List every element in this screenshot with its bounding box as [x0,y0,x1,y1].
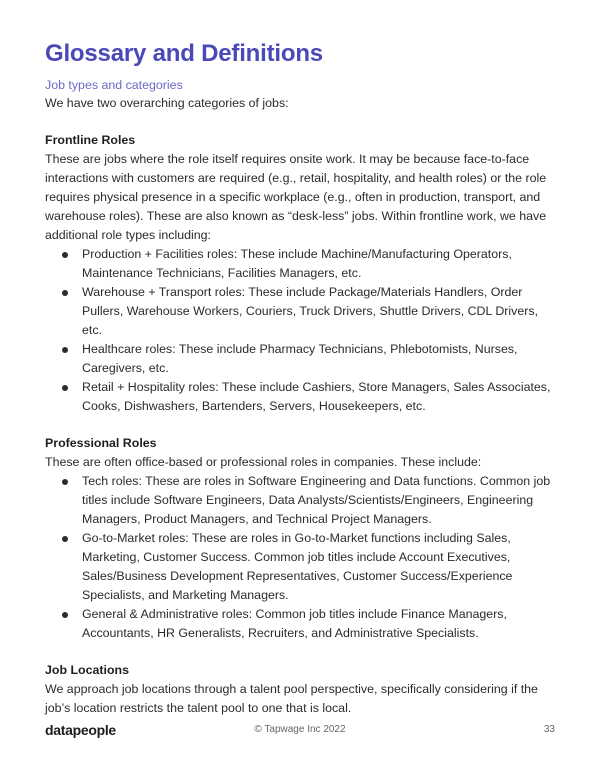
list-item: Healthcare roles: These include Pharmacy Technicians, Phlebotomists, Nurses, Caregivers, etc. [45,340,560,378]
professional-role-list [45,472,560,643]
bullet-icon [62,290,68,296]
list-item: Tech roles: These are roles in Software Engineering and Data functions. Common job titles include Software Engineers, Data Analysts/Scientists/Engineers, Engineering Managers, Product Managers, and Technical Project Managers. [45,472,560,529]
bullet-icon [62,479,68,485]
datapeople-logo: datapeople [45,722,116,738]
locations-description: We approach job locations through a talent pool perspective, specifically considering if the job’s location restricts the talent pool to one that is local. [45,682,538,715]
frontline-role-list [45,245,560,416]
bullet-icon [62,347,68,353]
copyright-text: © Tapwage Inc 2022 [254,724,346,735]
frontline-heading: Frontline Roles [45,133,136,147]
professional-section [45,434,560,643]
list-item: Go-to-Market roles: These are roles in Go-to-Market functions including Sales, Marketing, Customer Success. Common job titles include Account Executives, Sales/Business Development Representatives, Customer Success/Experience Specialists, and Marketing Managers. [45,529,560,605]
professional-description: These are often office-based or professional roles in companies. These include: [45,455,482,469]
professional-heading: Professional Roles [45,436,157,450]
document-page [45,38,560,718]
locations-section [45,661,560,718]
frontline-section [45,131,560,416]
list-item: Retail + Hospitality roles: These include Cashiers, Store Managers, Sales Associates, Cooks, Dishwashers, Bartenders, Servers, Housekeepers, etc. [45,378,560,416]
intro-paragraph: We have two overarching categories of jobs: [45,96,289,110]
page-subtitle: Job types and categories [45,78,183,92]
page-title: Glossary and Definitions [45,40,323,67]
list-item: Production + Facilities roles: These include Machine/Manufacturing Operators, Maintenance Technicians, Facilities Managers, etc. [45,245,560,283]
bullet-icon [62,536,68,542]
bullet-icon [62,385,68,391]
frontline-description: These are jobs where the role itself requires onsite work. It may be because face-to-face interactions with customers are required (e.g., retail, hospitality, and health roles) or the role requires physical presence in a specific workplace (e.g., often in production, transport, and warehouse roles). These are also known as “desk-less” jobs. Within frontline work, we have additional role types including: [45,152,547,242]
bullet-icon [62,252,68,258]
page-number: 33 [543,724,555,735]
bullet-icon [62,612,68,618]
list-item: General & Administrative roles: Common job titles include Finance Managers, Accountants, HR Generalists, Recruiters, and Administrative Specialists. [45,605,560,643]
page-footer [45,722,555,742]
list-item: Warehouse + Transport roles: These include Package/Materials Handlers, Order Pullers, Warehouse Workers, Couriers, Truck Drivers, Shuttle Drivers, CDL Drivers, etc. [45,283,560,340]
locations-heading: Job Locations [45,663,129,677]
